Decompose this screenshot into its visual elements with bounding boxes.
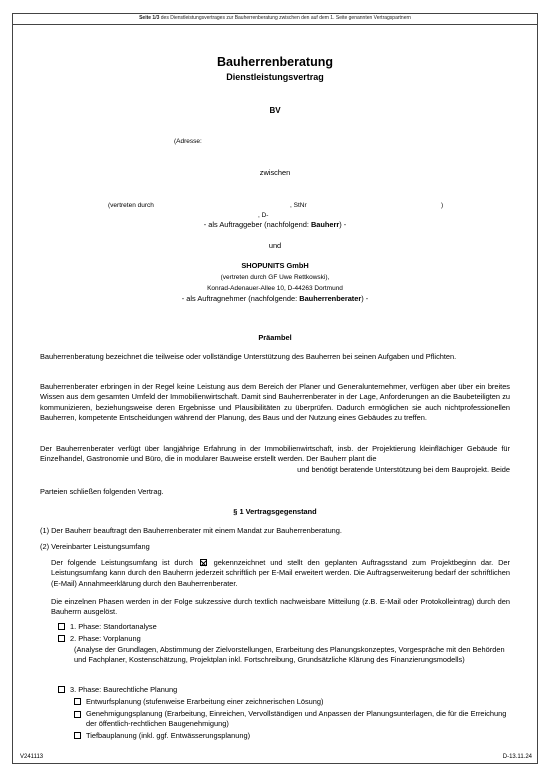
running-header xyxy=(13,14,537,25)
section-1-heading: § 1 Vertragsgegenstand xyxy=(233,507,317,516)
phase-2-checkbox[interactable] xyxy=(58,635,65,642)
client-postcode-label: , D- xyxy=(258,212,269,219)
phase-3-sub-1-label: Entwurfsplanung (stufenweise Erarbeitung einer zeichnerischen Lösung) xyxy=(86,697,324,706)
phase-1-row[interactable] xyxy=(58,622,157,632)
phase-3-sub-2-label: Genehmigungsplanung (Erarbeitung, Einreichen, Vervollständigen und Anpassen der Planungsunterlagen, die für die Erreichung der öffentlich-rechtlichen Baugenehmigung) xyxy=(86,709,507,729)
document-subtitle: Dienstleistungsvertrag xyxy=(226,72,324,82)
preamble-paragraph-4: Parteien schließen folgenden Vertrag. xyxy=(40,487,164,496)
footer-version: V241113 xyxy=(20,754,44,760)
preamble-heading: Präambel xyxy=(258,333,292,342)
checked-box-icon xyxy=(200,559,207,566)
contractor-name: SHOPUNITS GmbH xyxy=(241,261,309,270)
phase-1-checkbox[interactable] xyxy=(58,623,65,630)
phase-1-label: 1. Phase: Standortanalyse xyxy=(70,622,157,631)
preamble-paragraph-3-cont: und benötigt beratende Unterstützung bei dem Bauprojekt. Beide xyxy=(297,465,510,474)
client-represented-label: (vertreten durch xyxy=(108,202,154,209)
phase-3-row[interactable] xyxy=(58,685,177,695)
footer-date: D-13.11.24 xyxy=(502,754,532,760)
phase-3-sub-1-row[interactable] xyxy=(74,697,323,707)
phase-3-sub-1-checkbox[interactable] xyxy=(74,698,81,705)
scope-text-b: gekennzeichnet und stellt den geplanten Auftragsstand zum Projektbeginn dar. Der Leistungsumfang kann durch den Bauherrn jederzeit schriftlich per E-Mail erweitert werden. Die Auftragserweiterung bedarf der schriftlichen (E-Mail) Annahmeerklärung durch den Bauherrenberater. xyxy=(51,558,510,588)
section-1-item-2: (2) Vereinbarter Leistungsumfang xyxy=(40,542,150,551)
scope-paragraph xyxy=(51,558,510,589)
client-closing-paren: ) xyxy=(441,202,444,209)
preamble-paragraph-3: Der Bauherrenberater verfügt über langjährige Erfahrung in der Immobilienwirtschaft, insb. der Projektierung kleinflächiger Gebäude für Einzelhandel, Gastronomie und Büro, die in modularer Bauweise erstellt werden. Der Bauherr plant die xyxy=(40,444,510,464)
phase-3-label: 3. Phase: Baurechtliche Planung xyxy=(70,685,178,694)
page-label: Seite 1/3 xyxy=(139,15,160,21)
phase-3-sub-2-row[interactable] xyxy=(74,709,510,730)
preamble-paragraph-2: Bauherrenberater erbringen in der Regel keine Leistung aus dem Bereich der Planer und Generalunternehmer, verfügen aber über ein breites Wissen aus dem gesamten Umfeld der Immobilienwirtschaft. Damit sind Bauherrenberater in der Lage, Anforderungen an die Baubeteiligten zu kommunizieren, beziehungsweise deren Ergebnisse und Plausibilitäten zu überprüfen. Dadurch ermöglichen sie auch nichtprofessionellen Bauherren, kompetente Entscheidungen während der Planung, des Baus und der Nutzung eines Gebäudes zu treffen. xyxy=(40,382,510,423)
phase-2-row[interactable] xyxy=(58,634,141,644)
contractor-represented: (vertreten durch GF Uwe Rettkowski), xyxy=(220,274,330,281)
phase-3-sub-2-checkbox[interactable] xyxy=(74,711,81,718)
scope-text-a: Der folgende Leistungsumfang ist durch xyxy=(51,558,193,567)
client-role xyxy=(0,220,550,230)
contractor-role-suffix: ) - xyxy=(361,294,369,303)
header-note: des Dienstleistungsvertrages zur Bauherrenberatung zwischen den auf dem 1. Seite genannten Vertragspartnern xyxy=(160,15,411,21)
between-label: zwischen xyxy=(259,168,291,177)
phase-3-sub-3-row[interactable] xyxy=(74,731,250,741)
client-role-name: Bauherr xyxy=(310,220,340,229)
section-1-item-1: (1) Der Bauherr beauftragt den Bauherrenberater mit einem Mandat zur Bauherrenberatung. xyxy=(40,526,342,535)
contractor-role-prefix: - als Auftragnehmer (nachfolgende: xyxy=(181,294,300,303)
contractor-role-name: Bauherrenberater xyxy=(299,294,362,303)
phase-3-sub-3-checkbox[interactable] xyxy=(74,732,81,739)
bv-label: BV xyxy=(269,106,281,115)
client-role-suffix: ) - xyxy=(339,220,347,229)
client-role-prefix: - als Auftraggeber (nachfolgend: xyxy=(203,220,311,229)
phase-2-description: (Analyse der Grundlagen, Abstimmung der Zielvorstellungen, Erarbeitung des Planungskonzeptes, Vorgespräche mit den Behörden und Fachplaner, Kostenschätzung, Projektplan inkl. Fortschreibung, Grundsätzliche Klärung des Finanzierungsmodells) xyxy=(74,645,505,665)
document-title: Bauherrenberatung xyxy=(217,55,333,69)
and-label: und xyxy=(268,241,282,250)
phases-intro: Die einzelnen Phasen werden in der Folge sukzessive durch textlich nachweisbare Mitteilung (z.B. E-Mail oder Protokolleintrag) durch den Bauherrn ausgelöst. xyxy=(51,597,510,617)
phase-2-label: 2. Phase: Vorplanung xyxy=(70,634,141,643)
client-stnr-label: , StNr xyxy=(290,202,307,209)
phase-3-checkbox[interactable] xyxy=(58,686,65,693)
phase-3-sub-3-label: Tiefbauplanung (inkl. ggf. Entwässerungsplanung) xyxy=(86,731,251,740)
contractor-address: Konrad-Adenauer-Allee 10, D-44263 Dortmund xyxy=(207,285,343,292)
contractor-role xyxy=(0,294,550,304)
address-label: (Adresse: xyxy=(174,138,202,145)
preamble-paragraph-1: Bauherrenberatung bezeichnet die teilweise oder vollständige Unterstützung des Bauherren bei seinen Aufgaben und Pflichten. xyxy=(40,352,457,361)
